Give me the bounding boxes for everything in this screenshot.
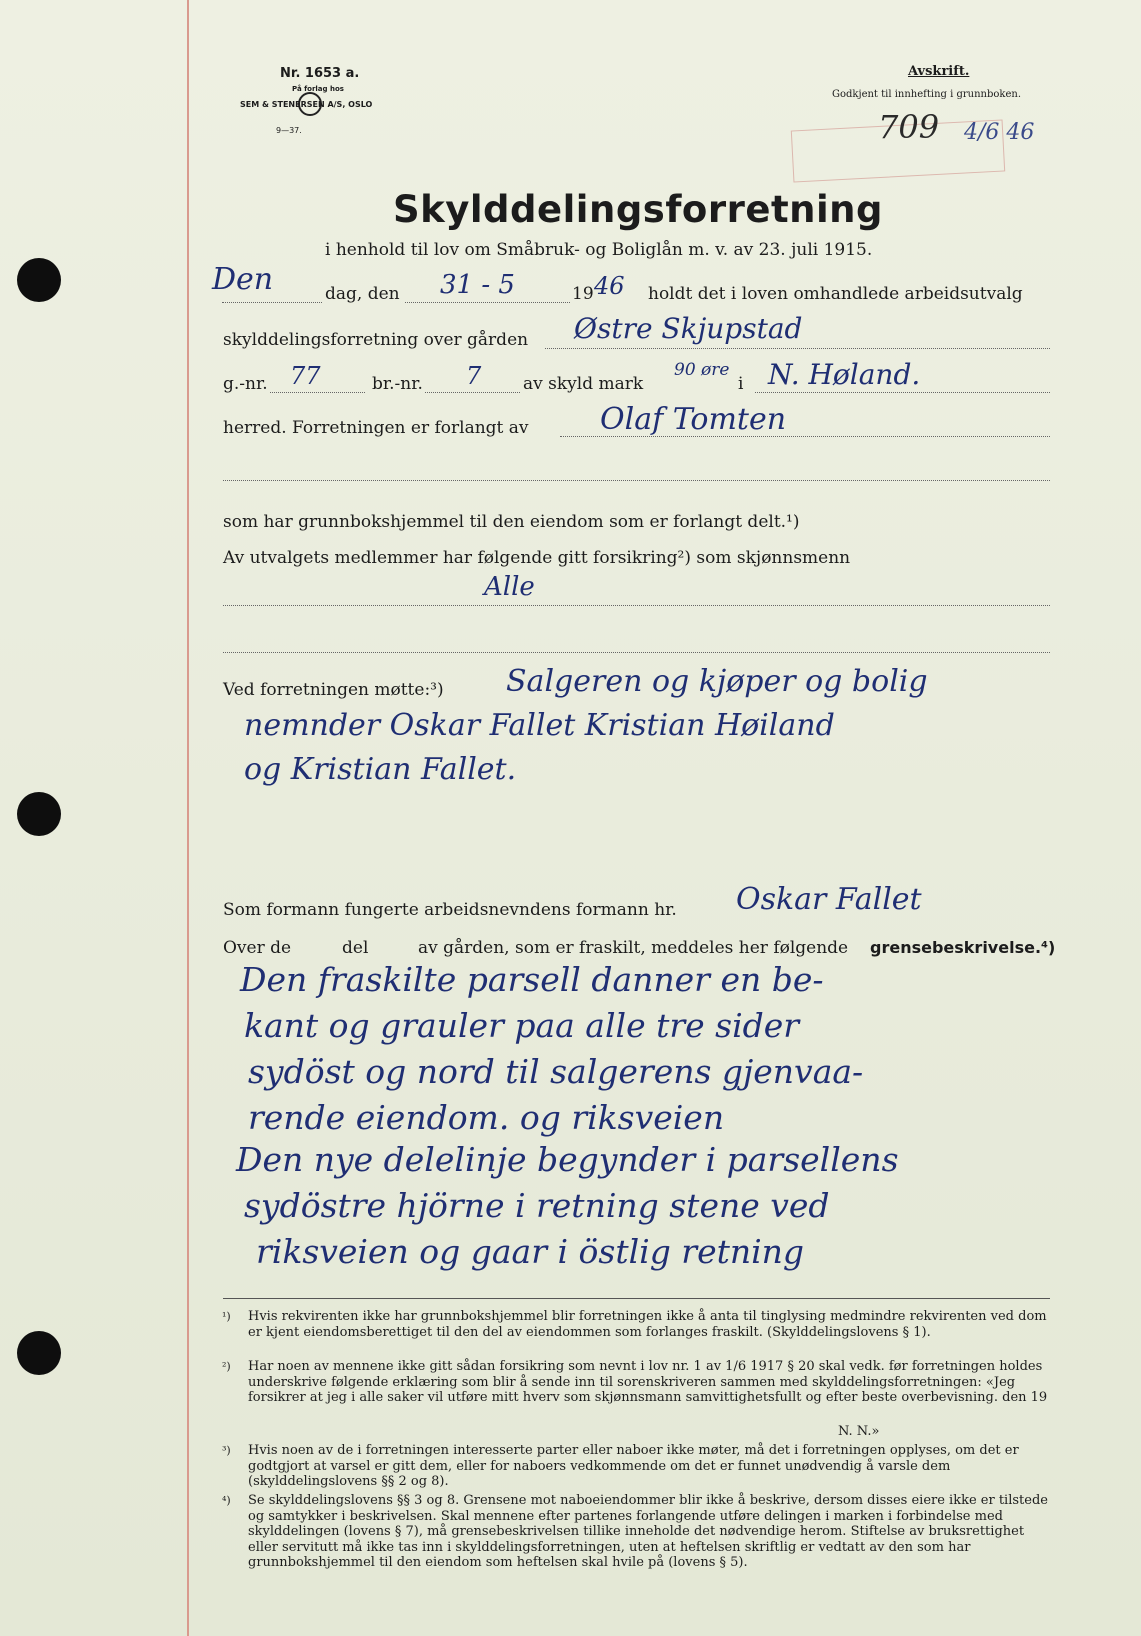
stamp-number: 709 [878, 108, 940, 146]
line9-c: av gården, som er fraskilt, meddeles her følgende [418, 938, 849, 958]
dotted-line [270, 392, 365, 393]
footnote-mark: ¹) [222, 1310, 231, 1323]
hw-farm: Østre Skjupstad [574, 312, 803, 345]
line9-b: del [342, 938, 369, 958]
footnote-mark: ³) [222, 1444, 231, 1457]
hw-desc-4: rende eiendom. og riksveien [248, 1098, 725, 1137]
hw-desc-7: riksveien og gaar i östlig retning [256, 1232, 805, 1271]
dotted-line [405, 302, 570, 303]
line1-suffix: holdt det i loven omhandlede arbeidsutvalg [648, 284, 1023, 304]
document-subtitle: i henhold til lov om Småbruk- og Boliglån m. v. av 23. juli 1915. [325, 240, 873, 260]
hw-present-1: Salgeren og kjøper og bolig [506, 664, 928, 699]
punch-hole [17, 792, 61, 836]
dotted-line [755, 392, 1050, 393]
dotted-line [223, 480, 1050, 481]
hw-desc-1: Den fraskilte parsell danner en be- [240, 960, 824, 999]
line5: som har grunnbokshjemmel til den eiendom som er forlangt delt.¹) [223, 512, 800, 532]
copy-label: Avskrift. [908, 64, 970, 79]
line9-bold: grensebeskrivelse.⁴) [870, 938, 1056, 957]
line1-prefix: dag, den [325, 284, 400, 304]
line3-gnr: g.-nr. [223, 374, 268, 394]
stamp-date: 4/6 46 [964, 120, 1035, 145]
dotted-line [223, 652, 1050, 653]
footnote-text: Se skylddelingslovens §§ 3 og 8. Grensene mot naboeiendommer blir ikke å beskrive, dersom disses eiere ikke er tilstede og samtykker i beskrivelsen. Skal mennene efter partenes forlangende utføre delingen i marken i forbindelse med skylddelingen (lovens § 7), må grensebeskrivelsen tillike inneholde det nødvendige herom. Stiftelse av bruksrettighet eller servitutt må ikke tas inn i skylddelingsforretningen, uten at heftelsen skriftlig er vedtatt av den som har grunnbokshjemmel til den eiendom som heftelsen skal hvile på (lovens § 5). [248, 1493, 1048, 1570]
hw-skyld: 90 øre [674, 360, 730, 380]
publisher-date: 9—37. [276, 126, 302, 135]
hw-year: 46 [594, 272, 625, 300]
hw-desc-3: sydöst og nord til salgerens gjenvaa- [248, 1052, 864, 1091]
hw-date: 31 - 5 [440, 270, 515, 300]
hw-requested-by: Olaf Tomten [600, 402, 787, 437]
line2-prefix: skylddelingsforretning over gården [223, 330, 529, 350]
line4-prefix: herred. Forretningen er forlangt av [223, 418, 529, 438]
footnote-text: Hvis rekvirenten ikke har grunnbokshjemmel blir forretningen ikke å anta til tinglysing medmindre rekvirenten ved dom er kjent eiendomsberettiget til den del av eiendommen som forlanges fraskilt. (Skylddelingslovens § 1). [248, 1309, 1047, 1340]
form-number: Nr. 1653 a. [280, 66, 360, 81]
line1-year-prefix: 19 [572, 284, 594, 304]
punch-hole [17, 1331, 61, 1375]
punch-hole [17, 258, 61, 302]
footnote-separator [223, 1298, 1050, 1299]
hw-desc-5: Den nye delelinje begynder i parsellens [236, 1140, 899, 1179]
line3-i: i [738, 374, 744, 394]
line3-skyld: av skyld mark [523, 374, 644, 394]
approval-text: Godkjent til innhefting i grunnboken. [832, 89, 1021, 100]
line3-brnr: br.-nr. [372, 374, 423, 394]
footnote-signature: N. N.» [838, 1424, 880, 1439]
footnote-mark: ²) [222, 1360, 231, 1373]
hw-present-2: nemnder Oskar Fallet Kristian Høiland [244, 708, 835, 743]
footnote-text: Hvis noen av de i forretningen interesserte parter eller naboer ikke møter, må det i forretningen opplyses, om det er godtgjort at varsel er gitt dem, eller for naboers vedkommende om det er funnet unødvendig å varsle dem (skylddelingslovens §§ 2 og 8). [248, 1443, 1019, 1489]
publisher-line-2: SEM & STENERSEN A/S, OSLO [240, 100, 373, 109]
document-title: Skylddelingsforretning [393, 188, 883, 231]
hw-herred: N. Høland. [768, 358, 921, 391]
hw-desc-6: sydöstre hjörne i retning stene ved [244, 1186, 830, 1225]
dotted-line [425, 392, 520, 393]
dotted-line [545, 348, 1050, 349]
footnote-mark: ⁴) [222, 1494, 231, 1507]
hw-gnr: 77 [290, 362, 321, 390]
dotted-line [222, 302, 322, 303]
publisher-line-1: På forlag hos [292, 85, 344, 93]
hw-desc-2: kant og grauler paa alle tre sider [244, 1006, 800, 1045]
hw-day: Den [212, 262, 274, 297]
dotted-line [223, 605, 1050, 606]
line8-prefix: Som formann fungerte arbeidsnevndens formann hr. [223, 900, 677, 920]
hw-present-3: og Kristian Fallet. [244, 752, 517, 787]
footnote-text: Har noen av mennene ikke gitt sådan forsikring som nevnt i lov nr. 1 av 1/6 1917 § 20 skal vedk. før forretningen holdes underskrive følgende erklæring som blir å sende inn til sorenskriveren sammen med skylddelingsforretningen: «Jeg forsikrer at jeg i alle saker vil utføre mitt hverv som skjønnsmann samvittighetsfullt og efter beste overbevisning. den 19 [248, 1359, 1048, 1405]
line9-a: Over de [223, 938, 292, 958]
hw-chairman: Oskar Fallet [736, 882, 922, 917]
line6: Av utvalgets medlemmer har følgende gitt forsikring²) som skjønnsmenn [223, 548, 851, 568]
margin-rule [187, 0, 189, 1636]
line7-prefix: Ved forretningen møtte:³) [223, 680, 444, 700]
hw-brnr: 7 [466, 362, 482, 390]
hw-members: Alle [484, 572, 535, 602]
